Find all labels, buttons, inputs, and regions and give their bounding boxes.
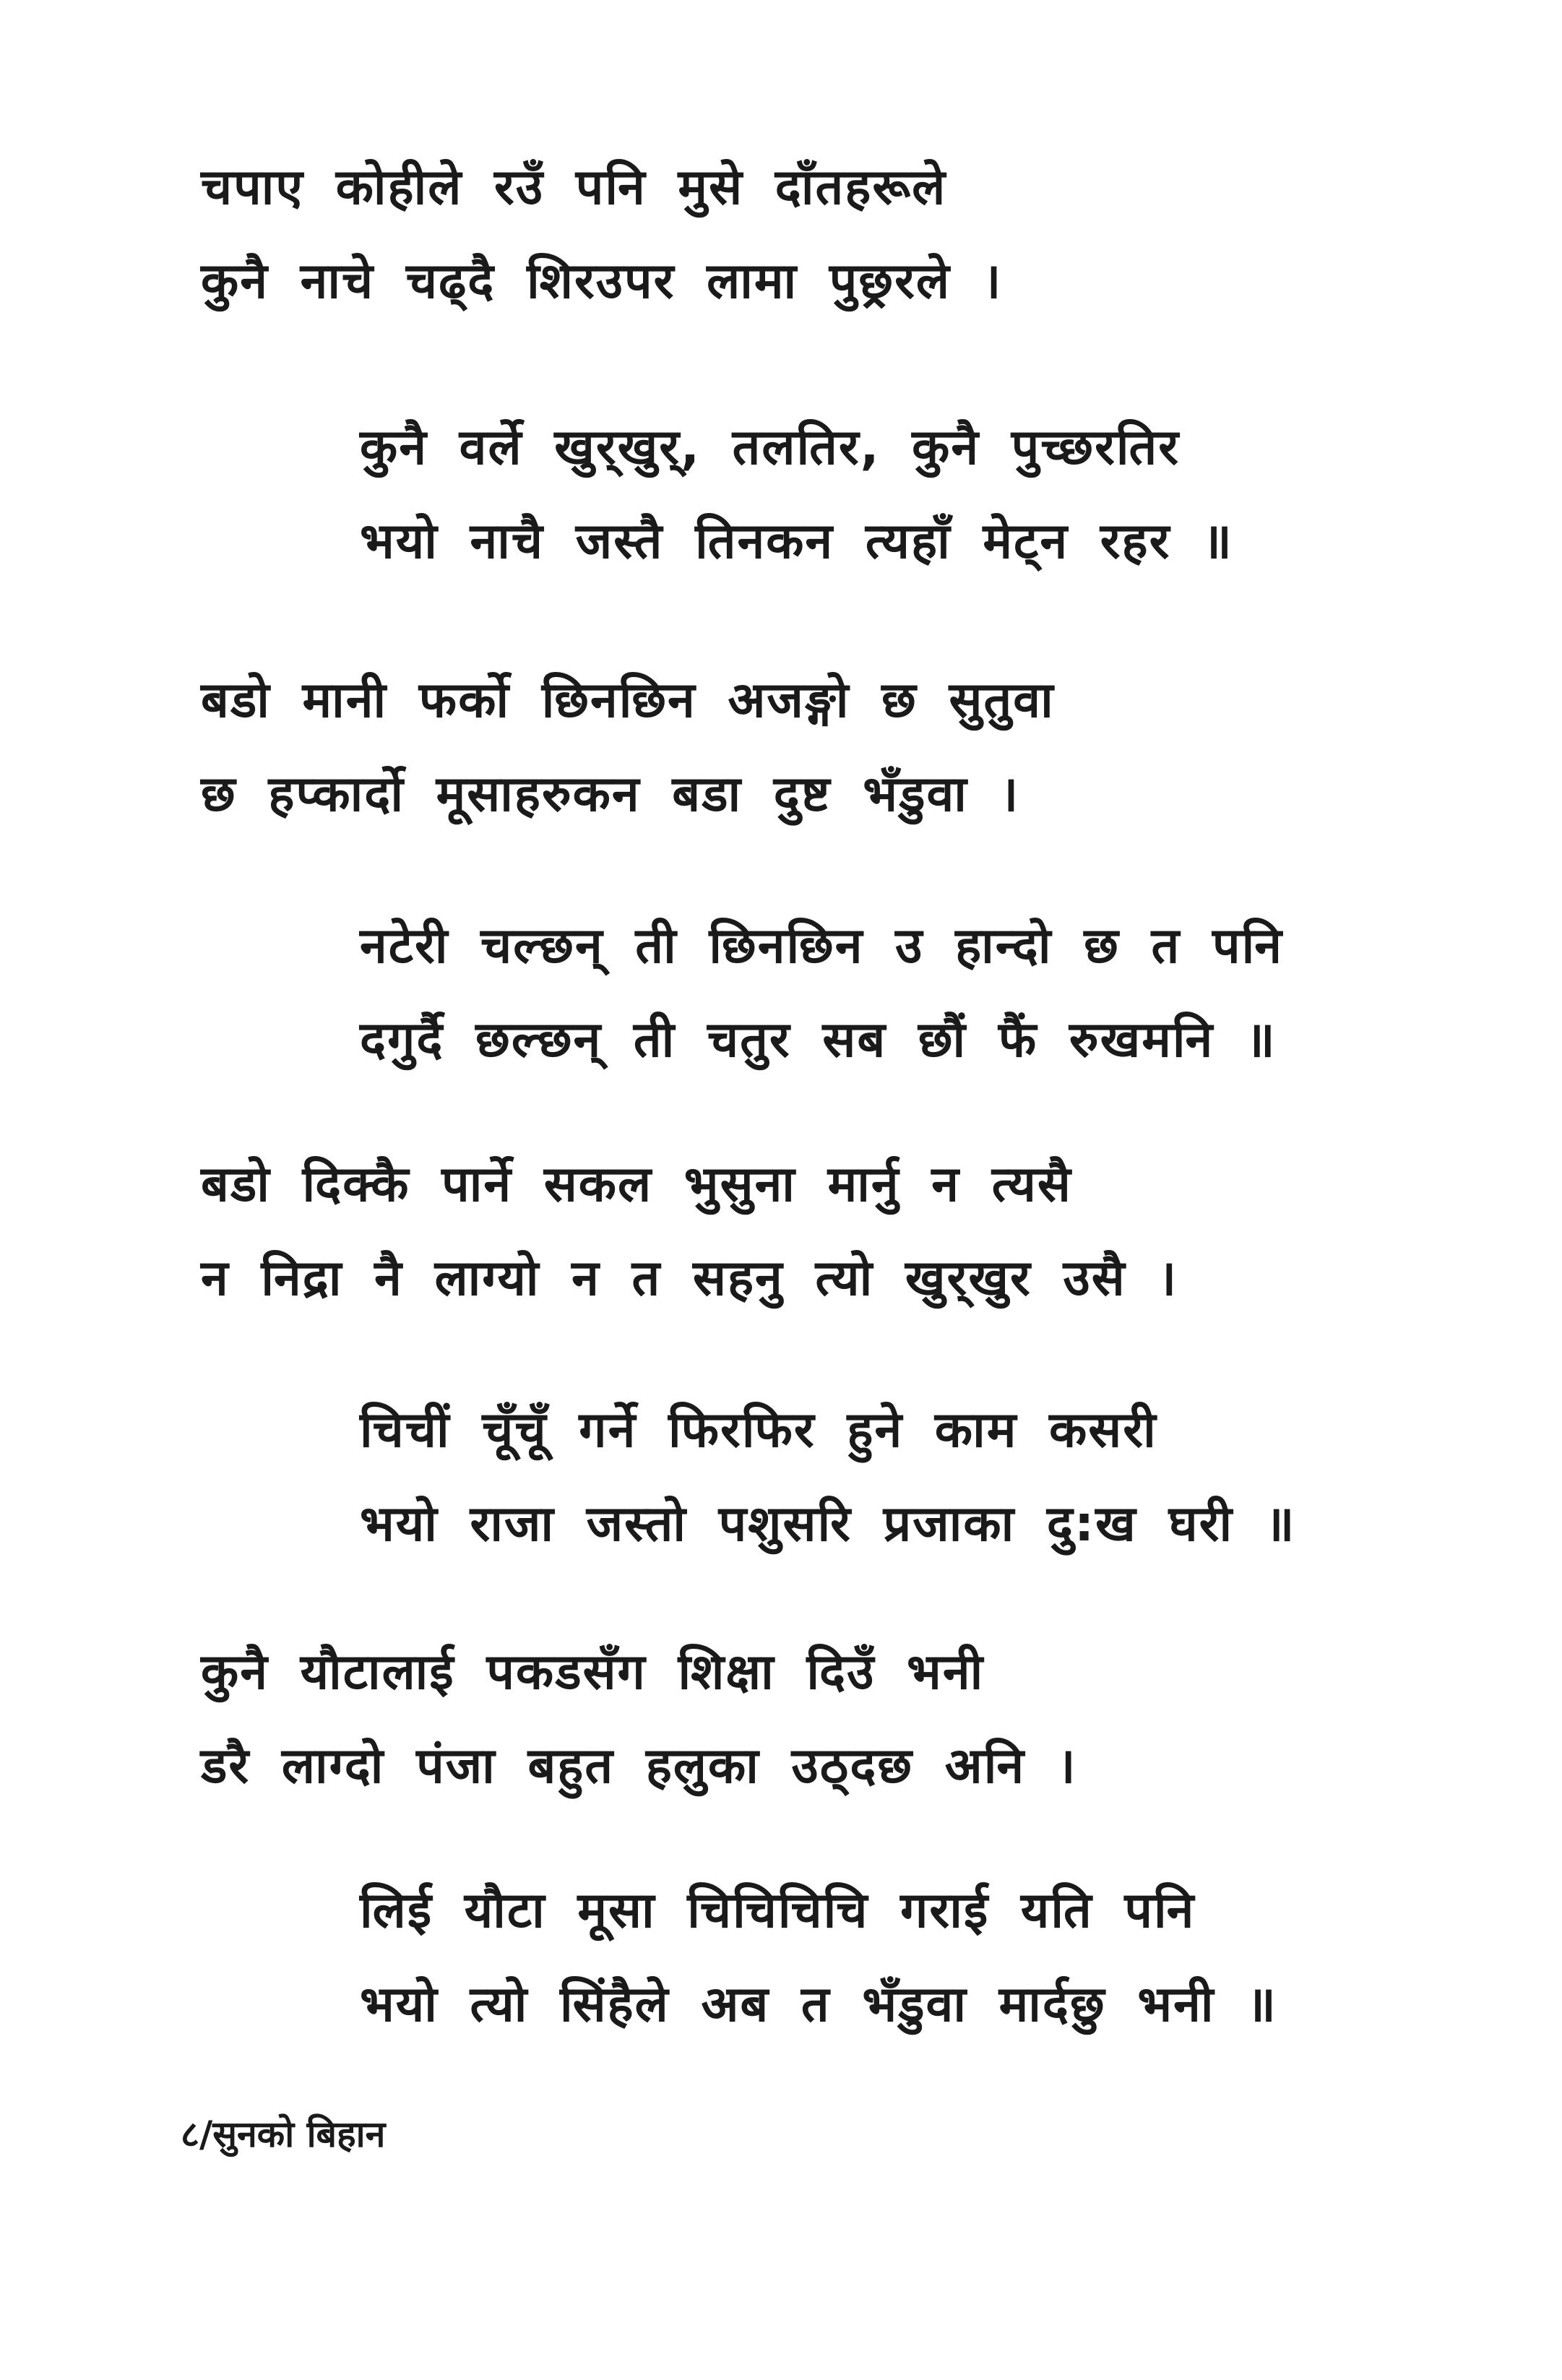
page-footer: ८/सुनको बिहान (181, 2113, 386, 2155)
poem-line: बडो दिक्कै पार्ने सकल भुसुना मार्नु न त्यसै (201, 1156, 1072, 1213)
stanza-8 (360, 1864, 1277, 2052)
poem-line: छ हप्कार्दो मूसाहरुकन बडा दुष्ट भँडुवा । (201, 766, 1020, 823)
stanza-6 (360, 1384, 1295, 1571)
stanza-1 (201, 141, 1002, 329)
stanza-4 (360, 900, 1283, 1087)
poem-line: न निद्रा नै लाग्यो न त सहनु त्यो खुर्‌खुर उसै । (201, 1250, 1178, 1307)
stanza-2 (360, 401, 1233, 589)
poem-line: भयो नाचै जस्तै तिनकन त्यहाँ मेट्‌न रहर ॥ (360, 513, 1233, 570)
poem-line: चिचीं चूँचूँ गर्ने फिरफिर हुने काम कसरी (360, 1402, 1157, 1459)
stanza-3 (201, 654, 1055, 842)
poem-line: नटेरी चल्छन्‌ ती छिनछिन उ हान्दो छ त पनि (360, 918, 1283, 975)
stanza-7 (201, 1626, 1077, 1814)
poem-line: भयो त्यो सिंहैले अब त भँडुवा मार्दछु भनी ॥ (360, 1976, 1277, 2033)
poem-line: कुनै वर्ले खुर्‌खुर्‌, तलतिर, कुनै पुच्छरतिर (360, 419, 1181, 476)
poem-line: चपाए कोहीले रउँ पनि मुसे दाँतहरूले (201, 159, 947, 216)
poem-line: बडो मानी फर्को छिनछिन अजङ्गो छ सुतुवा (201, 672, 1055, 729)
poem-line: भयो राजा जस्तो पशुसरि प्रजाका दु:ख घरी ॥ (360, 1496, 1296, 1553)
poem-line: दगुर्दै छल्छन्‌ ती चतुर सब छौं फैं रुखमनि ॥ (360, 1012, 1277, 1069)
poem-line: लिई यौटा मूसा चिचिचिचि गराई यति पनि (360, 1882, 1196, 1939)
poem-line: डरै लाग्दो पंजा बहुत हलुका उठ्दछ अनि । (201, 1738, 1077, 1795)
poem-line: कुनै यौटालाई पकडसँग शिक्षा दिउँ भनी (201, 1644, 985, 1701)
stanza-5 (201, 1138, 1178, 1326)
poem-line: कुनै नाचे चढ्दै शिरउपर लामा पुछ्ररले । (201, 253, 1003, 310)
